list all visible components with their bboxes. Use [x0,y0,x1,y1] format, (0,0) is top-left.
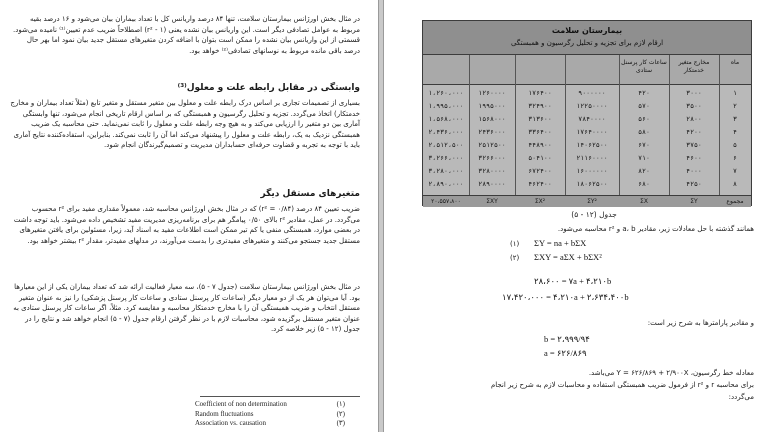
cell-extra: ۲،۴۳۶،۰۰۰ [428,128,464,136]
cell-y2: ۲۱۱۶۰۰۰۰ [576,154,608,162]
equation-1-number: (۱) [510,240,520,248]
table-totals-row [423,195,751,207]
left-page [0,0,378,432]
footnote-text: Coefficient of non determination [195,400,287,408]
footnote-item [195,419,345,429]
cell-x: ۷۱۰ [638,154,650,162]
paragraph-undetermined-variance: در مثال بخش اورژانس بیمارستان سلامت، تنها ۸۴ درصد واریانس کل با تعداد بیماران بیان می‌شود و ۱۶ درصد بقیه مربوط به عوامل تصادفی دیگر است. این واریانس بیان نشده یعنی (r² - ۱) اصطلاحاً ضریب عدم تعیین⁽¹⁾ نامیده می‌شود. قسمتی از این واریانس بیان نشده را ممکن است بتوان با اضافه کردن متغیرهای مستقل جدید بیان نمود اما بهر حال درصد باقی مانده مربوط به نوسانهای تصادفی⁽²⁾ خواهد بود. [13,15,360,55]
table-row [423,152,751,165]
paragraph-correlation-formula: برای محاسبه r و r² از فرمول ضریب همبستگی استفاده و محاسبات لازم به شرح زیر انجام [490,381,754,389]
table-title: بیمارستان سلامت [551,26,623,35]
cell-month: ۶ [733,154,737,162]
cell-y2: ۹۰۰۰۰۰۰ [578,89,606,97]
cell-y2: ۱۸۰۶۲۵۰۰ [576,180,608,188]
cell-x2: ۴۶۲۴۰۰ [528,180,552,188]
equation-3: ۲۸،۶۰۰ = ۷a + ۴،۲۱۰b [534,276,612,286]
cell-extra: ۲،۵۱۲،۵۰۰ [428,141,464,149]
footnote-divider [200,396,360,397]
cell-xy: ۲۸۹۰۰۰۰ [478,180,506,188]
paragraph-continue: می‌گردد: [728,393,754,401]
equation-4: ۱۷،۴۲۰،۰۰۰ = ۴،۲۱۰a + ۲،۶۳۴،۴۰۰b [502,292,629,302]
table-row [423,178,751,191]
cell-xy: ۱۹۹۵۰۰۰ [478,102,506,110]
cell-total-label: مجموع [726,198,744,205]
paragraph-solve-equations: همانند گذشته با حل معادلات زیر، مقادیر a، b و r² محاسبه می‌شود. [557,225,754,233]
cell-x2: ۳۳۶۴۰۰ [528,128,552,136]
cell-x2: ۶۷۲۴۰۰ [528,167,552,175]
cell-total-y: ΣY [690,198,698,205]
cell-extra: ۱،۵۶۸،۰۰۰ [428,115,464,123]
table-caption: جدول (۱۲ - ۵) [571,210,617,219]
cell-x: ۸۲۰ [638,167,650,175]
cell-extra: ۲،۸۹۰،۰۰۰ [428,180,464,188]
right-page [384,0,768,432]
table-row [423,113,751,126]
header-month: ماه [730,59,740,66]
equation-1: ΣY = na + bΣX [534,238,587,248]
cell-x: ۵۸۰ [638,128,650,136]
cell-month: ۲ [733,102,737,110]
cell-extra: ۳،۲۶۶،۰۰۰ [428,154,464,162]
cell-month: ۴ [733,128,737,136]
data-table [422,20,752,206]
cell-x: ۵۷۰ [638,102,650,110]
footnote-item [195,410,345,420]
value-b: b = ۲،۹۹۹/۹۴ [544,334,590,344]
cell-x2: ۱۷۶۴۰۰ [528,89,552,97]
table-subtitle: ارقام لازم برای تجزیه و تحلیل رگرسیون و همبستگی [510,39,664,47]
cell-y: ۳۷۵۰ [686,141,702,149]
cell-xy: ۱۲۶۰۰۰۰ [478,89,506,97]
footnote-item [195,400,345,410]
paragraph-regression-line: معادله خط رگرسیون، Y = ۶۲۶/۸۶۹ + ۲/۹۰۰X می‌باشد. [588,369,754,377]
cell-x: ۴۲۰ [638,89,650,97]
cell-xy: ۲۵۱۲۵۰۰ [478,141,506,149]
table-row [423,100,751,113]
cell-xy: ۱۵۶۸۰۰۰ [478,115,506,123]
cell-y2: ۷۸۴۰۰۰۰ [578,115,606,123]
cell-x: ۵۶۰ [638,115,650,123]
cell-x2: ۴۴۸۹۰۰ [528,141,552,149]
cell-total-xy: ΣXY [486,198,498,205]
cell-y: ۳۰۰۰ [686,89,702,97]
cell-month: ۸ [733,180,737,188]
cell-month: ۱ [733,89,737,97]
header-staff-hours: ساعات کار پرسنل ستادی [621,59,667,74]
cell-y: ۳۵۰۰ [686,102,702,110]
cell-y: ۴۲۵۰ [686,180,702,188]
table-title-band [423,21,751,55]
cell-total-y2: ΣY² [587,198,597,205]
cell-x: ۶۸۰ [638,180,650,188]
paragraph-causation: بسیاری از تصمیمات تجاری بر اساس درک رابطه علت و معلول بین متغیر مستقل و متغیر تابع (مثلاً تعداد بیماران و مخارج خدمتکار) اتخاذ می‌گردد. تجزیه و تحلیل رگرسیون و همبستگی که بر اساس ارقام تاریخی انجام می‌شود، تنها وابستگی آماری بین دو متغیر را ارزیابی می‌کند و به هیچ وجه رابطه علت و معلول را ثابت نمی‌نماید. حتی محاسبه یک ضریب همبستگی نزدیک به یک، رابطه علت و معلول را پیشنهاد می‌کند اما آن را ثابت نمی‌کند. بنابراین، استفاده‌کننده نتایج آماری باید با توجه به تجربه و قضاوت حرفه‌ای حسابداران مدیریت و تصمیم‌گیرندگان انجام شود. [10,99,360,150]
cell-xy: ۲۴۳۶۰۰۰ [478,128,506,136]
cell-y2: ۱۷۶۴۰۰۰۰ [576,128,608,136]
value-a: a = ۶۲۶/۸۶۹ [544,348,587,358]
heading-other-independent-variables: متغیرهای مستقل دیگر [260,189,360,199]
cell-y2: ۱۴۰۶۲۵۰۰ [576,141,608,149]
cell-y: ۴۰۰۰ [686,167,702,175]
cell-xy: ۳۲۸۰۰۰۰ [478,167,506,175]
cell-y: ۴۲۰۰ [686,128,702,136]
cell-total-x: ΣX [640,198,648,205]
cell-y: ۴۶۰۰ [686,154,702,162]
heading-association-vs-causation: وابستگی در مقابل رابطه علت و معلول⁽³⁾ [177,83,360,93]
cell-y2: ۱۲۲۵۰۰۰۰ [576,102,608,110]
footnote-number: (۳) [336,419,345,427]
table-header [423,55,751,85]
equation-2-number: (۲) [510,254,520,262]
cell-month: ۵ [733,141,737,149]
equation-2: ΣXY = aΣX + bΣX² [534,252,602,262]
footnote-text: Random fluctuations [195,409,254,418]
table-row [423,126,751,139]
cell-y: ۲۸۰۰ [686,115,702,123]
table-row [423,165,751,178]
cell-x2: ۳۲۴۹۰۰ [528,102,552,110]
footnote-text: Association vs. causation [195,419,266,427]
cell-extra: ۱،۲۶۰،۰۰۰ [428,89,464,97]
cell-month: ۷ [733,167,737,175]
paragraph-coefficient-of-determination: ضریب تعیین ۸۴ درصد (۰/۸۴ = r²) که در مثال بخش اورژانس محاسبه شد، معمولاً مقداری مفید برای r² محسوب می‌گردد. در عمل، مقادیر r² بالای ۰/۵۰ پیامگر هم برای برنامه‌ریزی مدیریت مفید تشخیص داده می‌شود. باید توجه داشت در بعضی موارد، همبستگی منفی یا کم تیر ممکن است اطلاعات مفید به اسناد آید، زیرا، مسئولین برای یافتن متغیرهای مستقل جدید جستجو می‌کنند و متغیرهای مفیدتری را بدست می‌آورند، در مدلهای مفیدتر، مقدار r² بیشتر خواهد بود. [13,205,360,245]
cell-x2: ۵۰۴۱۰۰ [528,154,552,162]
cell-extra: ۱،۹۹۵،۰۰۰ [428,102,464,110]
footnote-number: (۱) [336,400,345,408]
cell-extra: ۳،۲۸۰،۰۰۰ [428,167,464,175]
header-variable-cost: مخارج متغیر خدمتکار [678,59,710,74]
footnote-number: (۲) [336,409,345,418]
paragraph-staff-hours-example: در مثال بخش اورژانس بیمارستان سلامت (جدول ۷ - ۵)، سه معیار فعالیت ارائه شد که تعداد بیماران یکی از این معیارها بود. آیا می‌توان هر یک از دو معیار دیگر (ساعات کار پرسنل ستادی و ساعات کار پرسنل پزشکی) را نیز به عنوان متغیر مستقل انتخاب و ضریب همبستگی آن را با مخارج خدمتکار محاسبه و مقایسه کرد. مثلاً، اگر ساعات کار پرسنل ستادی به عنوان متغیر مستقل برگزیده شود، محاسبات لازم با در نظر گرفتن ارقام جدول (۷ - ۵) انجام خواهد شد و نتایج را در جدول (۱۲ - ۵) زیر خلاصه کرد. [13,283,360,334]
cell-y2: ۱۶۰۰۰۰۰۰ [576,167,608,175]
cell-month: ۳ [733,115,737,123]
cell-total-x2: ΣX² [534,198,546,205]
cell-x: ۶۷۰ [638,141,650,149]
table-row [423,139,751,152]
footnotes [195,400,345,429]
table-row [423,87,751,100]
cell-xy: ۳۲۶۶۰۰۰ [478,154,506,162]
paragraph-parameters: و مقادیر پارامترها به شرح زیر است: [647,319,754,327]
cell-x2: ۳۱۳۶۰۰ [528,115,552,123]
cell-total-extra: ۲۰،۵۵۷،۸۰۰ [431,198,461,205]
